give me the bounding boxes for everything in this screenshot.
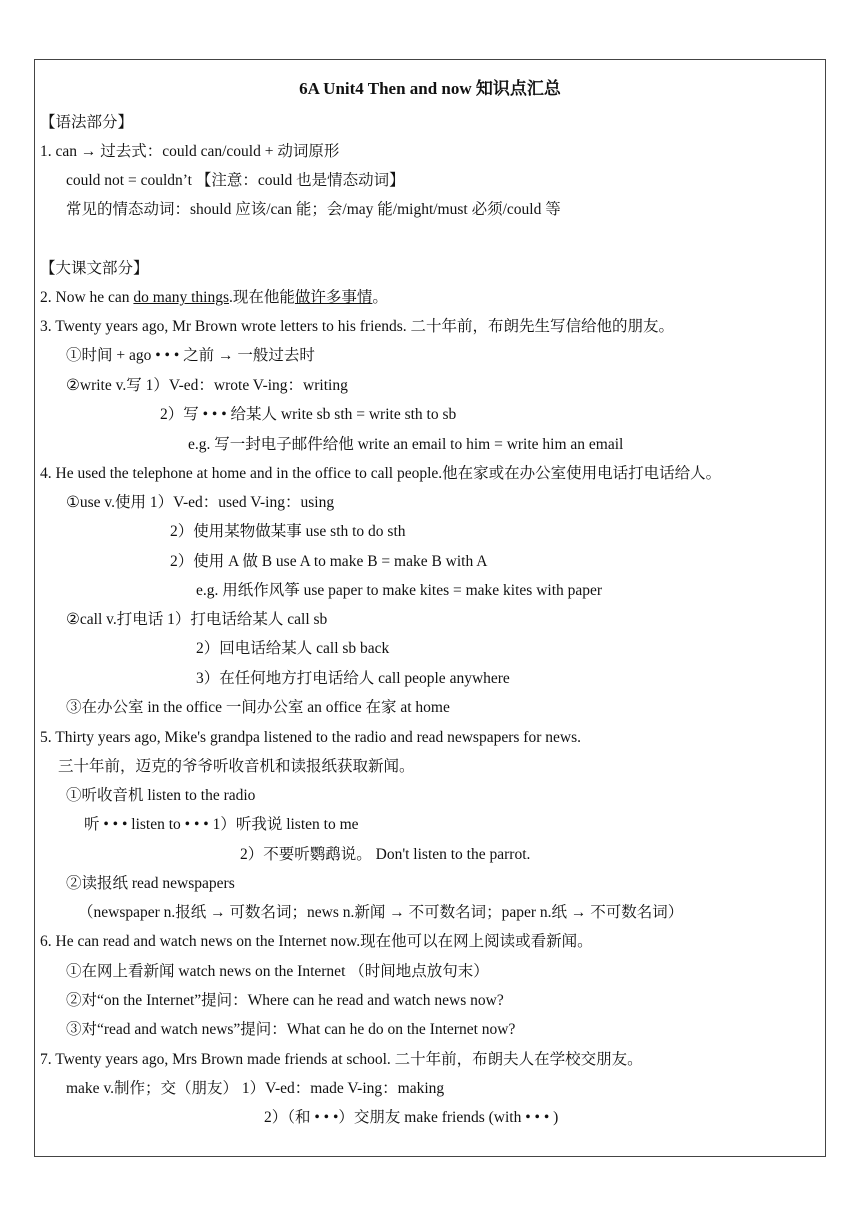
- text-line: ③对“read and watch news”提问：What can he do on the Internet now?: [66, 1021, 516, 1038]
- text-line: 2）使用某物做某事 use sth to do sth: [170, 523, 406, 540]
- text-line: ②读报纸 read newspapers: [66, 875, 235, 892]
- text-line: ③在办公室 in the office 一间办公室 an office 在家 at home: [66, 699, 450, 716]
- text-line: ②对“on the Internet”提问：Where can he read and watch news now?: [66, 992, 504, 1009]
- section-heading-text: 【大课文部分】: [40, 260, 149, 277]
- text-line: could not = couldn’t 【注意：could 也是情态动词】: [66, 172, 405, 189]
- text-line: 1. can → 过去式：could can/could + 动词原形: [40, 143, 340, 160]
- text-line: ②write v.写 1）V-ed：wrote V-ing：writing: [66, 377, 348, 394]
- document-title: 6A Unit4 Then and now 知识点汇总: [299, 79, 561, 98]
- text-line: ①在网上看新闻 watch news on the Internet （时间地点放句末）: [66, 963, 489, 980]
- text-line: 2）（和 • • •）交朋友 make friends (with • • • ): [264, 1109, 559, 1126]
- text-line: 3. Twenty years ago, Mr Brown wrote letters to his friends. 二十年前，布朗先生写信给他的朋友。: [40, 318, 675, 335]
- text-line: ①时间 + ago • • • 之前 → 一般过去时: [66, 347, 315, 364]
- text-line: 5. Thirty years ago, Mike's grandpa listened to the radio and read newspapers for news.: [40, 729, 581, 746]
- text-line: ①听收音机 listen to the radio: [66, 787, 256, 804]
- text-line: 7. Twenty years ago, Mrs Brown made friends at school. 二十年前，布朗夫人在学校交朋友。: [40, 1051, 643, 1068]
- text-line: 2）不要听鹦鹉说。 Don't listen to the parrot.: [240, 846, 531, 863]
- text-part: 2. Now he can: [40, 289, 134, 306]
- text-line: e.g. 用纸作风筝 use paper to make kites = make kites with paper: [196, 582, 603, 599]
- text-line: 常见的情态动词：should 应该/can 能；会/may 能/might/must 必须/could 等: [66, 201, 561, 218]
- text-line: make v.制作；交（朋友） 1）V-ed：made V-ing：making: [66, 1080, 445, 1097]
- underlined-phrase: 做许多事情: [294, 289, 373, 306]
- text-line: 听 • • • listen to • • • 1）听我说 listen to me: [84, 816, 359, 833]
- text-line: 3）在任何地方打电话给人 call people anywhere: [196, 670, 510, 687]
- text-line: 4. He used the telephone at home and in the office to call people.他在家或在办公室使用电话打电话给人。: [40, 465, 722, 482]
- text-line: 2）使用 A 做 B use A to make B = make B with A: [170, 553, 488, 570]
- section-heading-grammar: 【语法部分】: [40, 114, 134, 131]
- text-line: 6. He can read and watch news on the Internet now.现在他可以在网上阅读或看新闻。: [40, 933, 593, 950]
- text-line: ②call v.打电话 1）打电话给某人 call sb: [66, 611, 328, 628]
- text-line: e.g. 写一封电子邮件给他 write an email to him = write him an email: [188, 436, 624, 453]
- text-part: .现在他能: [229, 289, 295, 306]
- text-line: 2）写 • • • 给某人 write sb sth = write sth to sb: [160, 406, 457, 423]
- text-line: 三十年前，迈克的爷爷听收音机和读报纸获取新闻。: [58, 758, 415, 775]
- text-part: 。: [372, 289, 388, 306]
- underlined-phrase: do many things: [133, 289, 229, 306]
- text-line: ①use v.使用 1）V-ed：used V-ing：using: [66, 494, 335, 511]
- text-line: 2）回电话给某人 call sb back: [196, 640, 390, 657]
- text-line: [40, 288, 388, 308]
- text-line: （newspaper n.报纸 → 可数名词；news n.新闻 → 不可数名词；paper n.纸 → 不可数名词）: [78, 904, 684, 921]
